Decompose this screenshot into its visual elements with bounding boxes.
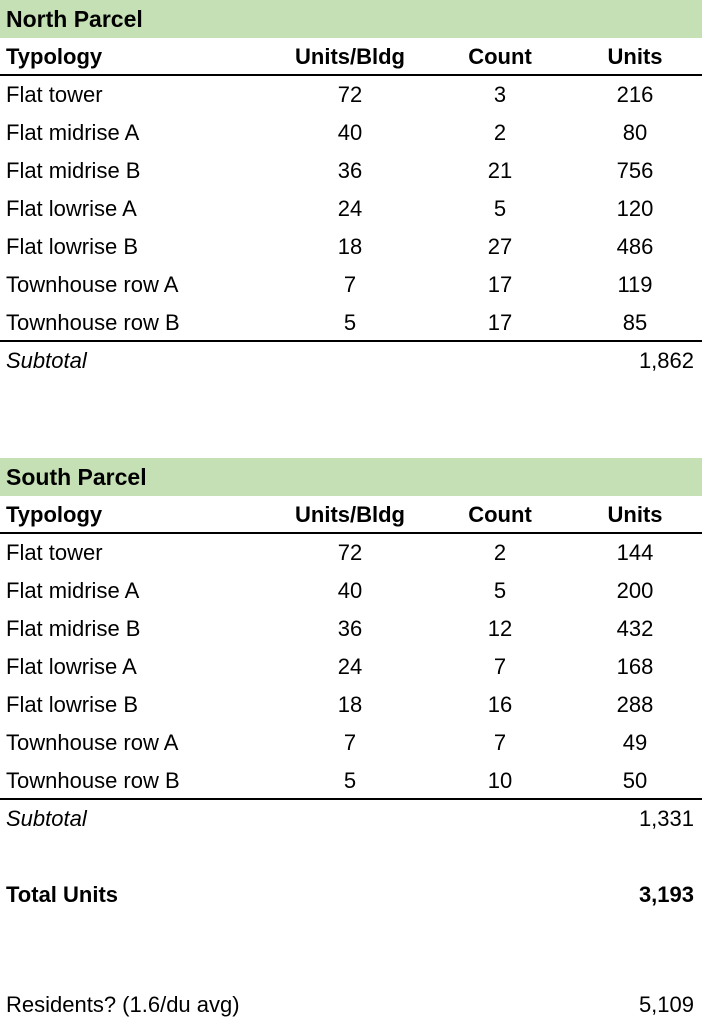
units-cell: 200	[616, 578, 654, 603]
units-per-bldg-cell: 24	[337, 196, 363, 221]
table-row	[0, 534, 702, 572]
typology-cell: Flat midrise B	[6, 158, 141, 183]
units-per-bldg-cell: 7	[343, 272, 357, 297]
typology-cell: Townhouse row A	[6, 730, 179, 755]
north-parcel-title: North Parcel	[0, 0, 702, 38]
total-units-value: 3,193	[638, 882, 694, 907]
count-cell: 17	[487, 272, 513, 297]
units-per-bldg-cell: 5	[343, 310, 357, 335]
units-cell: 50	[622, 768, 648, 793]
typology-cell: Flat tower	[6, 82, 103, 107]
units-cell: 144	[616, 540, 654, 565]
south-header-row	[0, 496, 702, 534]
north-header-row	[0, 38, 702, 76]
north-rows	[0, 76, 702, 342]
header-units-per-bldg: Units/Bldg	[295, 502, 405, 527]
units-per-bldg-cell: 18	[337, 692, 363, 717]
subtotal-label: Subtotal	[6, 348, 87, 373]
table-row	[0, 266, 702, 304]
count-cell: 2	[493, 540, 507, 565]
table-row	[0, 686, 702, 724]
header-units-per-bldg: Units/Bldg	[295, 44, 405, 69]
subtotal-value: 1,331	[638, 806, 694, 831]
count-cell: 27	[487, 234, 513, 259]
units-cell: 216	[616, 82, 654, 107]
south-subtotal-row	[0, 800, 702, 838]
count-cell: 7	[493, 730, 507, 755]
total-units-label: Total Units	[6, 882, 119, 907]
south-parcel-section	[0, 458, 702, 838]
header-units: Units	[607, 502, 663, 527]
count-cell: 3	[493, 82, 507, 107]
count-cell: 2	[493, 120, 507, 145]
typology-cell: Townhouse row A	[6, 272, 179, 297]
count-cell: 7	[493, 654, 507, 679]
north-parcel-section	[0, 0, 702, 380]
residents-row	[0, 986, 702, 1024]
typology-cell: Flat tower	[6, 540, 103, 565]
units-cell: 756	[616, 158, 654, 183]
table-row	[0, 114, 702, 152]
table-row	[0, 762, 702, 800]
south-rows	[0, 534, 702, 800]
units-cell: 49	[622, 730, 648, 755]
table-row	[0, 76, 702, 114]
typology-cell: Townhouse row B	[6, 310, 180, 335]
count-cell: 12	[487, 616, 513, 641]
units-cell: 432	[616, 616, 654, 641]
count-cell: 10	[487, 768, 513, 793]
units-per-bldg-cell: 5	[343, 768, 357, 793]
units-cell: 85	[622, 310, 648, 335]
typology-cell: Flat lowrise A	[6, 196, 137, 221]
typology-cell: Flat lowrise A	[6, 654, 137, 679]
typology-cell: Townhouse row B	[6, 768, 180, 793]
subtotal-value: 1,862	[638, 348, 694, 373]
units-cell: 119	[617, 272, 653, 297]
units-per-bldg-cell: 40	[337, 578, 363, 603]
typology-cell: Flat midrise A	[6, 120, 140, 145]
table-row	[0, 228, 702, 266]
units-per-bldg-cell: 36	[337, 158, 363, 183]
header-count: Count	[468, 502, 532, 527]
table-row	[0, 572, 702, 610]
total-units-row	[0, 876, 702, 914]
count-cell: 5	[493, 578, 507, 603]
table-row	[0, 648, 702, 686]
units-per-bldg-cell: 18	[337, 234, 363, 259]
header-count: Count	[468, 44, 532, 69]
typology-cell: Flat midrise A	[6, 578, 140, 603]
count-cell: 21	[487, 158, 513, 183]
count-cell: 5	[493, 196, 507, 221]
units-per-bldg-cell: 36	[337, 616, 363, 641]
residents-value: 5,109	[638, 992, 694, 1017]
units-cell: 486	[616, 234, 654, 259]
table-row	[0, 190, 702, 228]
count-cell: 17	[487, 310, 513, 335]
residents-label: Residents? (1.6/du avg)	[6, 992, 240, 1017]
count-cell: 16	[487, 692, 513, 717]
south-parcel-title: South Parcel	[0, 458, 702, 496]
table-row	[0, 724, 702, 762]
typology-cell: Flat lowrise B	[6, 234, 139, 259]
table-row	[0, 152, 702, 190]
subtotal-label: Subtotal	[6, 806, 87, 831]
units-per-bldg-cell: 72	[337, 540, 363, 565]
units-cell: 288	[616, 692, 654, 717]
north-subtotal-row	[0, 342, 702, 380]
typology-cell: Flat midrise B	[6, 616, 141, 641]
units-per-bldg-cell: 24	[337, 654, 363, 679]
table-row	[0, 304, 702, 342]
units-cell: 80	[622, 120, 648, 145]
units-per-bldg-cell: 40	[337, 120, 363, 145]
typology-cell: Flat lowrise B	[6, 692, 139, 717]
units-cell: 168	[616, 654, 654, 679]
units-cell: 120	[616, 196, 654, 221]
table-row	[0, 610, 702, 648]
header-typology: Typology	[6, 44, 103, 69]
header-units: Units	[607, 44, 663, 69]
header-typology: Typology	[6, 502, 103, 527]
units-per-bldg-cell: 72	[337, 82, 363, 107]
units-per-bldg-cell: 7	[343, 730, 357, 755]
